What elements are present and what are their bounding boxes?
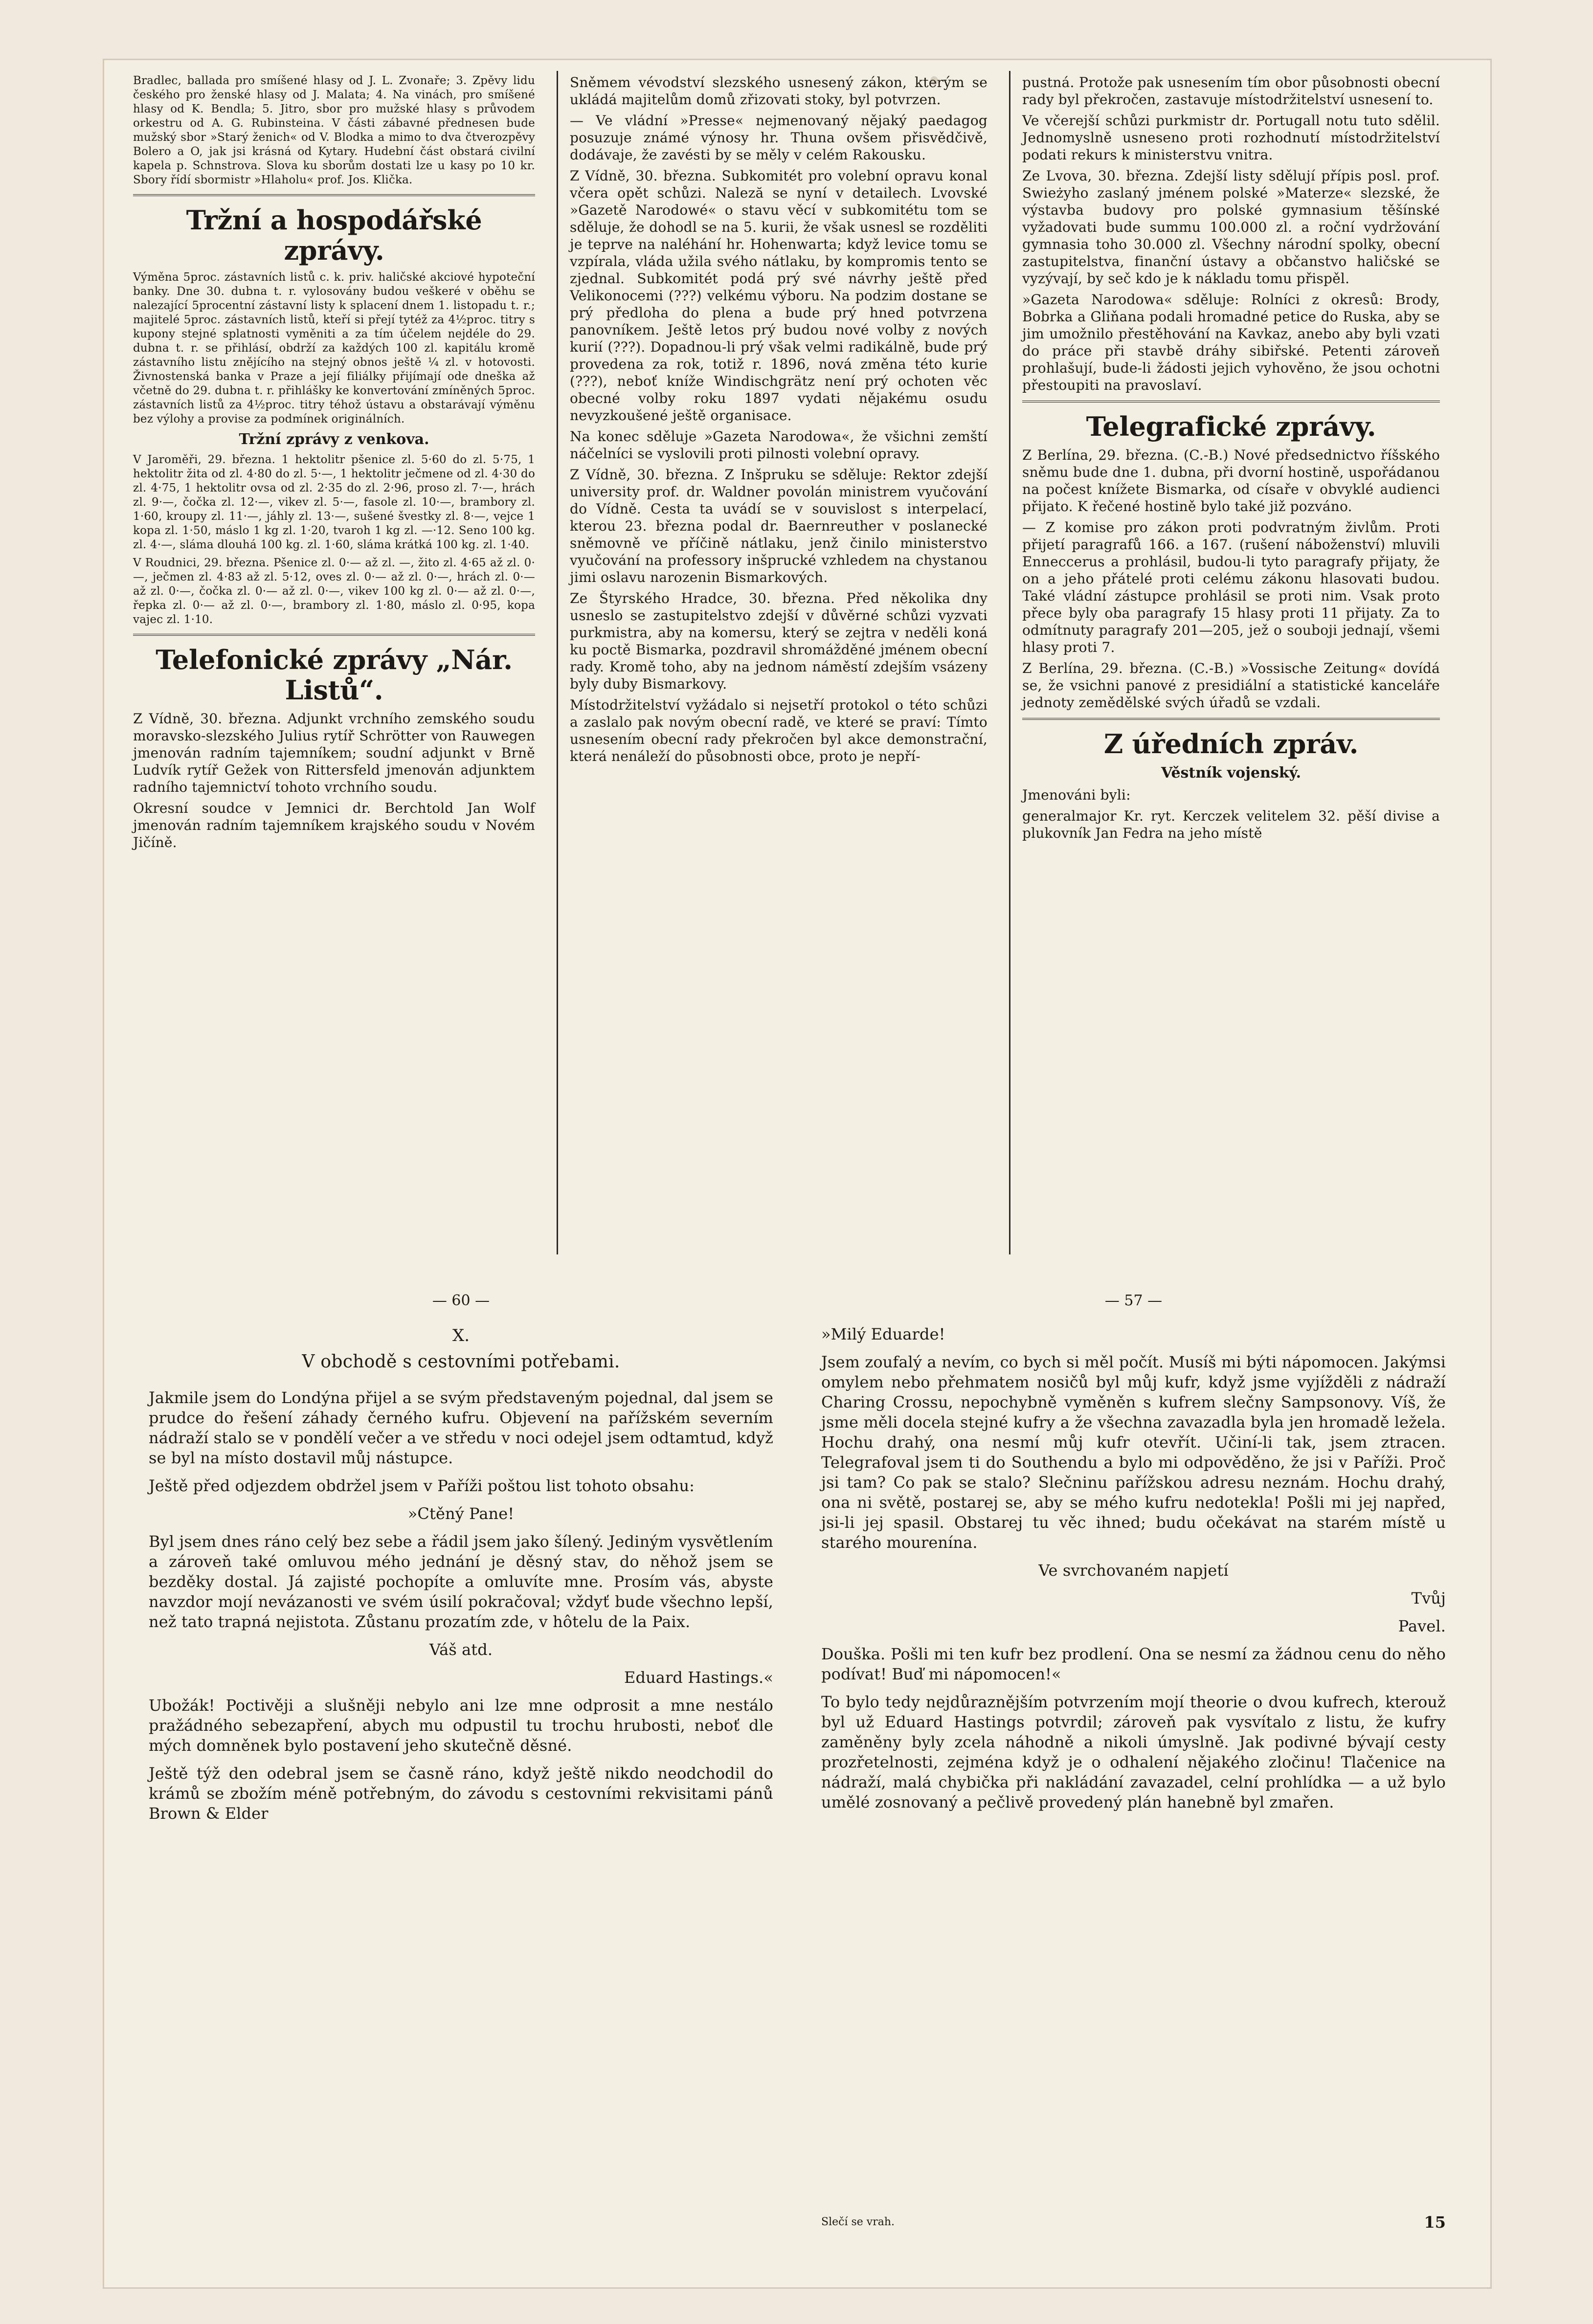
story-paragraph: Jakmile jsem do Londýna přijel a se svým představeným pojednal, dal jsem se prudce do řešení záhady černého kufru. Objevení na pařížském severním nádraží stalo se v pondělí večer a ve středu v noci odejel jsem odtamtud, když se byl na místo dostavil můj nástupce.: [149, 1388, 773, 1467]
story-paragraph: Byl jsem dnes ráno celý bez sebe a řádil jsem jako šílený. Jediným vysvětlením a zároveň také omluvou mého jednání je děsný stav, do něhož jsem se bezděky dostal. Já zajisté pochopíte a omluvíte mne. Prosím vás, abyste navzdor mojí nevázanosti ve svém úsilí pokračoval; vždyť bude všechno lepší, než tato trapná nejistota. Zůstanu prozatím zde, v hôtelu de la Paix.: [149, 1532, 773, 1631]
news-paragraph: »Gazeta Narodowa« sděluje: Rolníci z okresů: Brody, Bobrka a Gliňana podali hromadné petice do Ruska, aby se jim umožnilo přestěhování na Kavkaz, anebo aby byli vzati do práce při stavbě dráhy sibiřské. Petenti zároveň prohlašují, bude-li žádosti jejich vyhověno, že jsou ochotni přestoupiti na pravoslaví.: [1022, 291, 1440, 393]
letter-closing: Ve svrchovaném napjetí: [1038, 1561, 1229, 1580]
market-headline: Tržní a hospodářské zprávy.: [186, 204, 482, 266]
appointment-line: Jmenováni byli:: [1022, 787, 1131, 803]
story-paragraph: Jsem zoufalý a nevím, co bych si měl počít. Musíš mi býti nápomocen. Jakýmsi omylem nebo přehmatem nosičů byl můj kufr, když jsme vyjížděli z nádraží Charing Crossu, nepochybně vyměněn s kufrem slečny Sampsonovy. Víš, že jsme měli docela stejné kufry a že všechna zavazadla byla jen hromadě ležela. Hochu drahý, ona nesmí můj kufr otevřít. Učiní-li tak, jsem ztracen. Telegrafoval jsem ti do Southendu a bylo mi odpověděno, že jsi v Paříži. Proč jsi tam? Co pak se stalo? Slečninu pařížskou adresu neznám. Hochu drahý, ona ni světě, postarej se, aby se mého kufru nedotekla! Pošli mi jej napřed, jsi-li jej spasil. Obstarej tu věc ihned; budu očekávat na starém místě u starého mourenína.: [821, 1353, 1446, 1552]
page-number: — 60 —: [432, 1292, 490, 1309]
military-bulletin-subhead: Věstník vojenský.: [1161, 764, 1301, 782]
country-market-subhead: Tržní zprávy z venkova.: [239, 431, 429, 448]
story-paragraph: To bylo tedy nejdůraznějším potvrzením mojí theorie o dvou kufrech, kterouž byl už Eduard Hastings potvrdil; zároveň pak vysvítalo z listu, že kufry zaměněny byly zcela náhodně a nikoli úmyslně. Jak podivné bývají cesty prozřetelnosti, zejména když je o odhalení nějakého zločinu! Tlačenice na nádraží, malá chybička při nakládání zavazadel, celní prohlídka — a už bylo umělé zosnovaný a pečlivě provedený plán hanebně byl zmařen.: [821, 1693, 1446, 1811]
section-rule: [1022, 718, 1440, 720]
column-middle: [557, 71, 999, 1254]
story-paragraph: »Milý Eduarde!: [821, 1325, 945, 1343]
chapter-number: X.: [452, 1326, 470, 1345]
jaromer-prices: V Jaroměři, 29. března. 1 hektolitr pšenice zl. 5·60 do zl. 5·75, 1 hektolitr žita od zl. 4·80 do zl. 5·—, 1 hektolitr ječmene od zl. 4·30 do zl. 4·75, 1 hektolitr ovsa od zl. 2·35 do zl. 2·96, proso zl. 7·—, hrách zl. 9·—, čočka zl. 12·—, vikev zl. 5·—, fasole zl. 10·—, brambory zl. 1·60, kroupy zl. 11·—, jáhly zl. 13·—, sušené švestky zl. 8·—, vejce 1 kopa zl. 1·50, máslo 1 kg zl. 1·20, tvaroh 1 kg zl. —·12. Seno 100 kg. zl. 4·—, sláma dlouhá 100 kg. zl. 1·60, sláma krátká 100 kg. zl. 1·40.: [133, 453, 535, 551]
page-footer: [821, 2212, 1446, 2233]
book-page-left: [132, 1286, 790, 2245]
section-rule: [133, 634, 535, 636]
column-left: [121, 71, 547, 1254]
news-paragraph: Z Vídně, 30. března. Z Inšpruku se sděluje: Rektor zdejší university prof. dr. Waldner povolán ministrem vyučování do Vídně. Cesta ta uvádí se v souvislost s interpelací, kterou 23. března podal dr. Baernreuther v poslanecké sněmovně ve příčině nátlaku, jenž činilo ministerstvo vyučování na professory inšprucké vzhledem na chystanou jimi oslavu narozenin Bismarkových.: [570, 467, 987, 585]
column-right: [1009, 71, 1452, 1254]
story-paragraph: Ubožák! Poctivěji a slušněji nebylo ani lze mne odprosit a mne nestálo pražádného sebezapření, abych mu odpustil tu trochu hrubosti, neboť dle mých domněnek bylo postavení jeho skutečně děsné.: [149, 1696, 773, 1755]
book-page-right: [805, 1286, 1462, 2245]
letter-signature: Eduard Hastings.«: [624, 1668, 773, 1687]
footer-title: Slečí se vrah.: [821, 2216, 895, 2228]
appointment-line: generalmajor Kr. ryt. Kerczek velitelem 32. pěší divise a plukovník Jan Fedra na jeho místě: [1022, 808, 1440, 841]
news-paragraph: Ze Lvova, 30. března. Zdejší listy sdělují přípis posl. prof. Swieżyho zaslaný jménem polské »Materze« slezské, že výstavba budovy pro polské gymnasium těšínské vyžadovati bude summu 100.000 zl. a roční vydržování gymnasia toho 30.000 zl. Všechny národní spolky, obecní zastupitelstva, finanční ústavy a občanstvo haličské se vyzývají, by seč kdo je k nákladu tomu přispěl.: [1022, 168, 1440, 287]
footer-number: 15: [1424, 2213, 1446, 2232]
letter-signature-line: Tvůj: [1411, 1589, 1446, 1608]
story-paragraph: Douška. Pošli mi ten kufr bez prodlení. Ona se nesmí za žádnou cenu do něho podívat! Buď mi nápomocen!«: [821, 1645, 1446, 1683]
news-paragraph: Z Vídně, 30. března. Subkomitét pro volební opravu konal včera opět schůzi. Naleză se nyní v detailech. Lvovské »Gazetě Narodowé« o stavu věcí v subkomitétu tom se sděluje, že dohodl se na 5. kurii, že však usnesl se rozděliti je teprve na naléhání hr. Hohenwarta; když levice tomu se vzpírala, vláda užila svého nátlaku, by kompromis tento se zjednal. Subkomitét podá prý své návrhy ještě před Velikonocemi (???) velkému výboru. Na podzim dostane se prý předloha do plena a bude prý hned potvrzena panovníkem. Ještě letos prý budou nové volby z nových kurií (???). Dopadnou-li prý však velmi radikálně, bude prý provedena za rok, totiž r. 1896, nová změna této kurie (???), neboť kníže Windischgrätz není prý ochoten věc obecné volby roku 1897 vydati nějakému osudu nevyzkoušené ještě organisace.: [570, 168, 987, 424]
news-paragraph: Z Berlína, 29. března. (C.-B.) »Vossische Zeitung« dovídá se, že vsichni panové z presidiální a statistické kanceláře jednoty zemědělské svých úřadů se vzdali.: [1022, 660, 1440, 711]
news-paragraph: — Z komise pro zákon proti podvratným živlům. Proti přijetí paragrafů 166. a 167. (rušení náboženství) mluvili Enneccerus a prohlásil, budou-li tyto paragrafy přijaty, že on a jeho přátelé proti celému zákonu hlasovati budou. Také vládní zástupce prohlásil se proti nim. Vsak proto přece byly oba paragrafy 15 hlasy proti 11 přijaty. Za to odmítnuty paragrafy 201—205, jež o souboji jednají, všemi hlasy proti 7.: [1022, 519, 1440, 655]
newspaper-upper-columns: [121, 71, 1474, 1254]
story-paragraph: Ještě týž den odebral jsem se časně ráno, když ještě nikdo neodchodil do krámů se zbožím méně potřebným, do závodu s cestovními rekvisitami pánů Brown & Elder: [149, 1764, 773, 1823]
story-paragraph: Ještě před odjezdem obdržel jsem v Paříži poštou list tohoto obsahu:: [149, 1476, 695, 1495]
bank-notice: Výměna 5proc. zástavních listů c. k. priv. haličské akciové hypoteční banky. Dne 30. dubna t. r. vylosovány budou veškeré v oběhu se nalezající 5procentní zástavní listy k splacení dnem 1. listopadu t. r.; majitelé 5proc. zástavních listů, kteří si přejí tytéž za 4½proc. titry s kupony stejné splatnosti vyměniti a za tím účelem nejdéle do 29. dubna t. r. se přihlásí, obdrží za každých 100 zl. kapitálu kromě zástavního listu znějícího na stejný obnos ještě ¼ zl. v hotovosti. Živnostenská banka v Praze a její filiálky přijímají ode dneška až včetně do 29. dubna t. r. přihlášky ke konvertování zmíněných 5proc. zástavních listů za 4½proc. titry téhož ústavu a obstarávají výměnu bez výlohy a provise za podmínek originálních.: [133, 271, 535, 425]
official-news-headline: Z úředních zpráv.: [1103, 728, 1359, 760]
news-paragraph: Sněmem vévodství slezského usnesený zákon, kterým se ukládá majitelům domů zřizovati stoky, byl potvrzen.: [570, 74, 987, 108]
news-paragraph: Místodržitelství vyžádalo si nejsetří protokol o této schůzi a zaslalo pak novým obecní radě, ve které se praví: Tímto usnesením obecní rady překročen byl akce demonstrační, která nenáleží do působnosti obce, proto je nepří-: [570, 697, 987, 764]
chapter-title: V obchodě s cestovními potřebami.: [302, 1352, 620, 1372]
roudnice-prices: V Roudnici, 29. března. Pšenice zl. 0·— až zl. —, žito zl. 4·65 až zl. 0·—, ječmen zl. 4·83 až zl. 5·12, oves zl. 0·— až zl. 0·—, hrách zl. 0·— až zl. 0·—, čočka zl. 0·— až zl. 0·—, vikev 100 kg zl. 0·— až zl. 0·—, řepka zl. 0·— až zl. 0·—, brambory zl. 1·80, máslo zl. 0·95, kopa vajec zl. 1·10.: [133, 557, 535, 626]
page-number: — 57 —: [1104, 1292, 1163, 1309]
book-pages-bottom: [132, 1286, 1462, 2245]
news-paragraph: Ze Štyrského Hradce, 30. března. Před několika dny usneslo se zastupitelstvo zdejší v důvěrné schůzi vyzvati purkmistra, aby na komersu, který se zejtra v neděli koná ku poctě Bismarka, pozdravil shromážděné jménem obecní rady. Kromě toho, aby na jednom náměstí zdejším vsázeny byly duby Bismarkovy.: [570, 590, 987, 692]
telephone-news-paragraph: Z Vídně, 30. března. Adjunkt vrchního zemského soudu moravsko-slezského Julius rytíř Schrötter von Rauwegen jmenován radním tajemníkem; soudní adjunkt v Brně Ludvík rytíř Gežek von Rittersfeld jmenován adjunktem radního tajemnictví tohoto vrchního soudu.: [133, 711, 535, 795]
section-rule: [133, 194, 535, 196]
letter-closing: Váš atd.: [429, 1640, 493, 1659]
telephone-news-headline: Telefonické zprávy „Nár. Listů“.: [156, 644, 513, 706]
news-paragraph: Na konec sděluje »Gazeta Narodowa«, že všichni zemští náčelníci se vyslovili proti pilnosti volební opravy.: [570, 428, 987, 462]
news-paragraph: Ve včerejší schůzi purkmistr dr. Portugall notu tuto sdělil. Jednomyslně usneseno proti rozhodnutí místodržitelství podati rekurs k ministerstvu vnitra.: [1022, 112, 1440, 163]
telegraph-headline: Telegrafické zprávy.: [1086, 411, 1376, 442]
letter-greeting: »Ctěný Pane!: [407, 1504, 515, 1523]
news-paragraph: Z Berlína, 29. března. (C.-B.) Nové předsednictvo říšského sněmu bude dne 1. dubna, při dvorní hostině, uspořádanou na počest knížete Bismarka, od císaře v obvyklé audienci přijato. K řečené hostině bylo také již pozváno.: [1022, 447, 1440, 514]
telephone-news-paragraph: Okresní soudce v Jemnici dr. Berchtold Jan Wolf jmenován radním tajemníkem krajského soudu v Novém Jičíně.: [133, 800, 535, 850]
program-paragraph: Bradlec, ballada pro smíšené hlasy od J. L. Zvonaře; 3. Zpěvy lidu českého pro ženské hlasy od J. Malata; 4. Na vinách, pro smíšené hlasy od K. Bendla; 5. Jitro, sbor pro mužské hlasy s průvodem orkestru od A. G. Rubinsteina. V části zábavné přednesen bude mužský sbor »Starý ženich« od V. Blodka a mimo to dva čtverozpěvy Bolero a O, jak jsi krásná od Kytary. Hudební část obstará civilní kapela p. Schnstrova. Slova ku sborům dostati lze u kasy po 10 kr. Sbory řídí sbormistr »Hlaholu« prof. Jos. Klička.: [133, 74, 535, 186]
letter-signature: Pavel.: [1398, 1617, 1446, 1635]
section-rule: [1022, 401, 1440, 402]
news-paragraph: — Ve vládní »Presse« nejmenovaný nějaký paedagog posuzuje známé výnosy hr. Thuna ovšem přisvědčivě, dodávaje, že zavésti by se měly v celém Rakousku.: [570, 112, 987, 163]
news-paragraph: pustná. Protože pak usnesením tím obor působnosti obecní rady byl překročen, zastavuje místodržitelství usnesení to.: [1022, 74, 1440, 108]
newspaper-sheet: [103, 59, 1492, 2289]
